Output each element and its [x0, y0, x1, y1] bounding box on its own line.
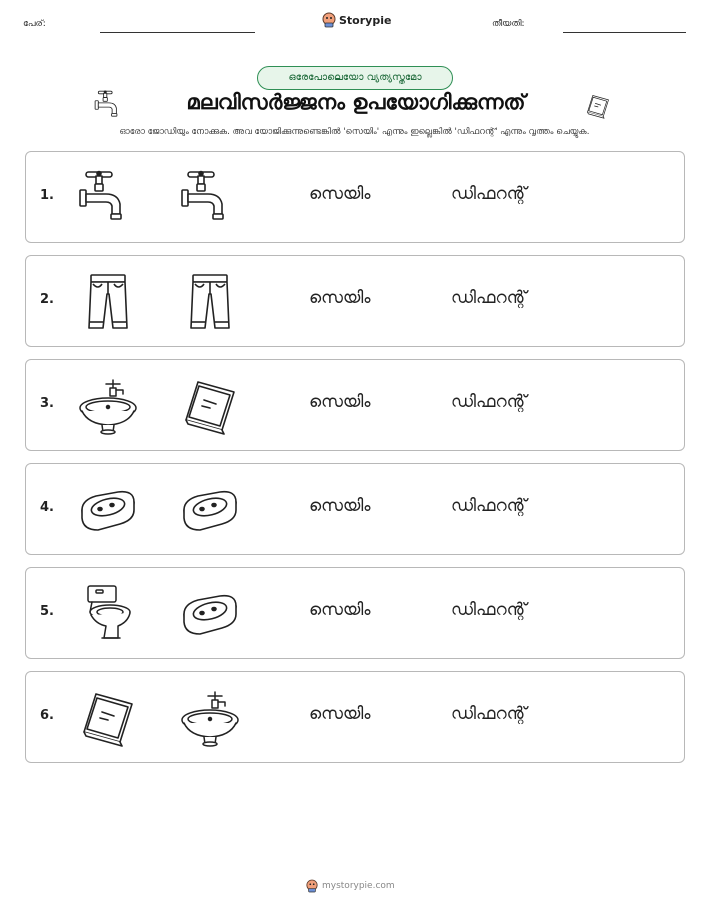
- soap-dish-icon: [178, 582, 242, 646]
- different-option[interactable]: ഡിഫറന്റ്: [451, 600, 527, 620]
- soap-dish-icon: [178, 478, 242, 542]
- title-row: [0, 88, 709, 124]
- storypie-logo: [322, 12, 391, 28]
- faucet-icon: [178, 166, 242, 230]
- sink-icon: [76, 374, 140, 438]
- towel-icon: [583, 92, 613, 120]
- question-card: [25, 359, 685, 451]
- question-card: [25, 151, 685, 243]
- different-option[interactable]: ഡിഫറന്റ്: [451, 392, 527, 412]
- question-number: 3.: [40, 396, 54, 411]
- different-option[interactable]: ഡിഫറന്റ്: [451, 288, 527, 308]
- storypie-mascot-icon: [306, 879, 318, 893]
- instructions: ഓരോ ജോഡിയും നോക്കുക. അവ യോജിക്കുന്നുണ്ടെങ്കിൽ 'സെയിം' എന്നും ഇല്ലെങ്കിൽ 'ഡിഫറന്റ്' എന്നും വൃത്തം ചെയ്യുക.: [119, 127, 590, 137]
- date-line[interactable]: [563, 32, 686, 33]
- question-number: 5.: [40, 604, 54, 619]
- footer: [306, 879, 395, 893]
- different-option[interactable]: ഡിഫറന്റ്: [451, 184, 527, 204]
- towel-icon: [76, 686, 140, 750]
- storypie-mascot-icon: [322, 12, 336, 28]
- same-option[interactable]: സെയിം: [309, 496, 371, 516]
- same-option[interactable]: സെയിം: [309, 184, 371, 204]
- name-label: പേര്:: [23, 19, 46, 29]
- question-number: 6.: [40, 708, 54, 723]
- different-option[interactable]: ഡിഫറന്റ്: [451, 496, 527, 516]
- date-label: തീയതി:: [492, 19, 525, 29]
- sink-icon: [178, 686, 242, 750]
- question-card: [25, 567, 685, 659]
- activity-badge: ഒരേപോലെയോ വ്യത്യസ്തമോ: [257, 66, 453, 90]
- same-option[interactable]: സെയിം: [309, 392, 371, 412]
- pants-icon: [178, 270, 242, 334]
- question-card: [25, 255, 685, 347]
- toilet-icon: [76, 582, 140, 646]
- same-option[interactable]: സെയിം: [309, 600, 371, 620]
- faucet-icon: [76, 166, 140, 230]
- different-option[interactable]: ഡിഫറന്റ്: [451, 704, 527, 724]
- faucet-icon: [93, 88, 127, 122]
- question-number: 4.: [40, 500, 54, 515]
- towel-icon: [178, 374, 242, 438]
- same-option[interactable]: സെയിം: [309, 288, 371, 308]
- brand-name: Storypie: [339, 13, 392, 27]
- worksheet-header: [0, 0, 709, 45]
- question-card: [25, 463, 685, 555]
- question-number: 2.: [40, 292, 54, 307]
- name-line[interactable]: [100, 32, 255, 33]
- question-number: 1.: [40, 188, 54, 203]
- same-option[interactable]: സെയിം: [309, 704, 371, 724]
- soap-dish-icon: [76, 478, 140, 542]
- pants-icon: [76, 270, 140, 334]
- question-card: [25, 671, 685, 763]
- footer-url[interactable]: mystorypie.com: [322, 881, 395, 891]
- page-title: മലവിസർജ്ജനം ഉപയോഗിക്കുന്നത്: [186, 90, 526, 114]
